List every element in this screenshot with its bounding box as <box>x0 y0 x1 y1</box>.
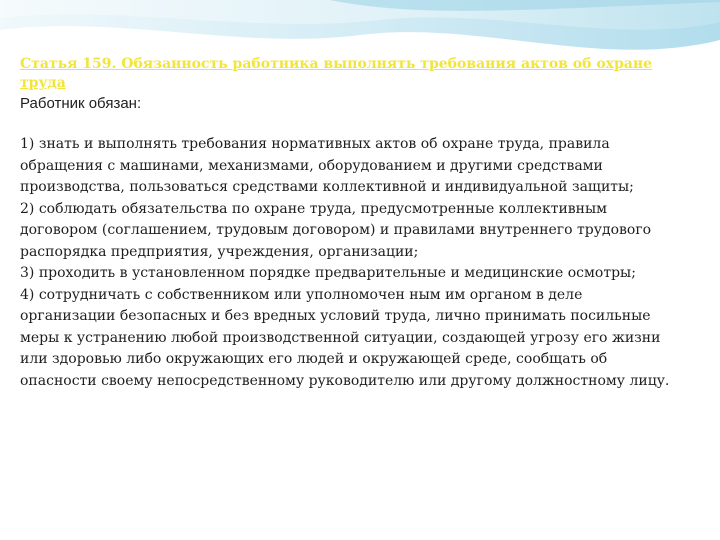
article-heading-link[interactable]: Статья 159. Обязанность работника выполнять требования актов об охране труда <box>20 56 653 91</box>
list-item: 3) проходить в установленном порядке предварительные и медицинские осмотры; <box>20 265 636 281</box>
list-item: 2) соблюдать обязательства по охране труда, предусмотренные коллективным договором (соглашением, трудовым договором) и правилами внутреннего трудового распорядка предприятия, учреждения, организации; <box>20 200 652 260</box>
intro-text: Работник обязан: <box>20 95 142 112</box>
list-item: 1) знать и выполнять требования нормативных актов об охране труда, правила обращения с машинами, механизмами, оборудованием и другими средствами производства, пользоваться средствами коллективной и индивидуальной защиты; <box>20 136 634 195</box>
document-body <box>20 55 670 392</box>
spacer <box>20 114 670 134</box>
list-item: 4) сотрудничать с собственником или уполномочен ным им органом в деле организации безопасных и без вредных условий труда, лично принимать посильные меры к устранению любой производственной ситуации, создающей угрозу его жизни или здоровью либо окружающих его людей и окружающей среде, сообщать об опасности своему непосредственному руководителю или другому должностному лицу. <box>20 286 670 389</box>
